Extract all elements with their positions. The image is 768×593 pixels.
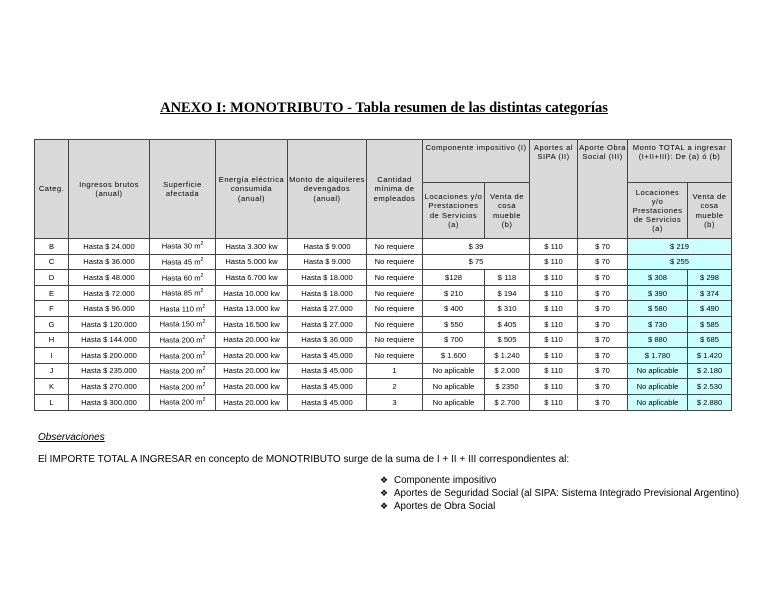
category-cell: I [35,348,69,364]
bullet-diamond-icon: ❖ [380,501,389,512]
list-item [380,475,739,488]
sipa-cell: $ 110 [530,239,578,255]
superficie-value: Hasta 200 m [159,397,203,407]
superficie-cell [150,348,216,364]
sipa-cell: $ 110 [530,379,578,395]
obra-social-cell: $ 70 [578,254,628,270]
superficie-value: Hasta 60 m [161,273,201,283]
category-cell: J [35,363,69,379]
category-cell: E [35,285,69,301]
category-cell: G [35,316,69,332]
obra-social-cell: $ 70 [578,316,628,332]
total-locaciones-cell: $ 730 [628,316,688,332]
table-row [35,301,732,317]
page-title: ANEXO I: MONOTRIBUTO - Tabla resumen de las distintas categorías [160,100,608,116]
energia-cell: Hasta 20.000 kw [216,348,288,364]
alquiler-cell: Hasta $ 45.000 [288,394,367,410]
header-empleados: Cantidad mínima de empleados [367,140,423,239]
ingresos-cell: Hasta $ 72.000 [69,285,150,301]
header-alquileres: Monto de alquileres devengados (anual) [288,140,367,239]
squared-superscript: 2 [202,319,206,326]
table-row [35,379,732,395]
empleados-cell: No requiere [367,270,423,286]
sipa-cell: $ 110 [530,316,578,332]
ingresos-cell: Hasta $ 36.000 [69,254,150,270]
alquiler-cell: Hasta $ 27.000 [288,301,367,317]
empleados-cell: No requiere [367,239,423,255]
total-locaciones-cell: $ 580 [628,301,688,317]
componente-locaciones-cell: $128 [423,270,485,286]
componente-locaciones-cell: $ 550 [423,316,485,332]
header-locaciones-total-sub: (a) [652,224,663,234]
total-locaciones-cell: No aplicable [628,379,688,395]
sipa-cell: $ 110 [530,270,578,286]
header-energia: Energía eléctrica consumida (anual) [216,140,288,239]
total-locaciones-cell: $ 390 [628,285,688,301]
superficie-cell [150,301,216,317]
energia-cell: Hasta 10.000 kw [216,285,288,301]
observaciones-text: El IMPORTE TOTAL A INGRESAR en concepto de MONOTRIBUTO surge de la suma de I + II + III correspondientes al: [38,454,570,465]
bullet-diamond-icon: ❖ [380,488,389,499]
obra-social-cell: $ 70 [578,285,628,301]
squared-superscript: 2 [200,241,204,248]
sipa-cell: $ 110 [530,285,578,301]
header-venta [485,183,530,239]
table-row [35,285,732,301]
ingresos-cell: Hasta $ 235.000 [69,363,150,379]
obra-social-cell: $ 70 [578,239,628,255]
squared-superscript: 2 [200,257,204,264]
total-locaciones-cell: No aplicable [628,394,688,410]
total-locaciones-cell: No aplicable [628,363,688,379]
empleados-cell: 1 [367,363,423,379]
total-venta-cell: $ 1.420 [688,348,732,364]
componente-venta-cell: $ 310 [485,301,530,317]
obra-social-cell: $ 70 [578,394,628,410]
table-row [35,239,732,255]
superficie-cell [150,394,216,410]
energia-cell: Hasta 13.000 kw [216,301,288,317]
total-locaciones-cell: $ 308 [628,270,688,286]
header-componente: Componente impositivo (I) [423,140,530,183]
list-item [380,501,739,514]
table-row [35,316,732,332]
ingresos-cell: Hasta $ 144.000 [69,332,150,348]
table-row [35,363,732,379]
superficie-value: Hasta 200 m [159,351,203,361]
header-categ: Categ. [35,140,69,239]
obra-social-cell: $ 70 [578,379,628,395]
alquiler-cell: Hasta $ 9.000 [288,254,367,270]
alquiler-cell: Hasta $ 27.000 [288,316,367,332]
empleados-cell: 3 [367,394,423,410]
squared-superscript: 2 [202,366,206,373]
superficie-value: Hasta 45 m [161,257,201,267]
componente-venta-cell: $ 1.240 [485,348,530,364]
squared-superscript: 2 [202,381,206,388]
componente-venta-cell: $ 2.000 [485,363,530,379]
superficie-value: Hasta 150 m [159,319,203,329]
total-venta-cell: $ 490 [688,301,732,317]
observaciones-title: Observaciones [38,432,105,443]
componente-locaciones-cell: $ 1.600 [423,348,485,364]
header-venta-label: Venta de cosa mueble [490,192,524,220]
total-venta-cell: $ 2.880 [688,394,732,410]
bullet-text: Componente impositivo [394,475,497,486]
alquiler-cell: Hasta $ 18.000 [288,270,367,286]
superficie-cell [150,285,216,301]
energia-cell: Hasta 5.000 kw [216,254,288,270]
empleados-cell: No requiere [367,348,423,364]
header-venta-sub: (b) [501,219,513,229]
obra-social-cell: $ 70 [578,348,628,364]
category-cell: K [35,379,69,395]
alquiler-cell: Hasta $ 45.000 [288,379,367,395]
header-locaciones-total [628,183,688,239]
header-superficie: Superficie afectada [150,140,216,239]
total-cell: $ 255 [628,254,732,270]
empleados-cell: No requiere [367,285,423,301]
superficie-cell [150,254,216,270]
superficie-value: Hasta 200 m [159,366,203,376]
superficie-cell [150,363,216,379]
header-venta-total-sub: (b) [704,219,715,229]
componente-locaciones-cell: No aplicable [423,363,485,379]
category-cell: C [35,254,69,270]
alquiler-cell: Hasta $ 9.000 [288,239,367,255]
obra-social-cell: $ 70 [578,363,628,379]
componente-venta-cell: $ 2350 [485,379,530,395]
componente-locaciones-cell: $ 400 [423,301,485,317]
bullet-text: Aportes de Seguridad Social (al SIPA: Sistema Integrado Previsional Argentino) [394,487,740,499]
energia-cell: Hasta 20.000 kw [216,363,288,379]
empleados-cell: 2 [367,379,423,395]
ingresos-cell: Hasta $ 270.000 [69,379,150,395]
squared-superscript: 2 [200,288,204,295]
energia-cell: Hasta 20.000 kw [216,394,288,410]
obra-social-cell: $ 70 [578,301,628,317]
componente-venta-cell: $ 194 [485,285,530,301]
componente-locaciones-cell: No aplicable [423,379,485,395]
superficie-cell [150,316,216,332]
sipa-cell: $ 110 [530,332,578,348]
total-locaciones-cell: $ 1.780 [628,348,688,364]
header-monto-total: Monto TOTAL a ingresar (I+II+III): De (a) ó (b) [628,140,732,183]
header-aporte-obra: Aporte Obra Social (III) [578,140,628,239]
componente-locaciones-cell: $ 700 [423,332,485,348]
category-cell: F [35,301,69,317]
superficie-value: Hasta 200 m [159,382,203,392]
energia-cell: Hasta 20.000 kw [216,379,288,395]
obra-social-cell: $ 70 [578,332,628,348]
componente-venta-cell: $ 118 [485,270,530,286]
componente-venta-cell: $ 505 [485,332,530,348]
squared-superscript: 2 [202,303,206,310]
table-row [35,394,732,410]
ingresos-cell: Hasta $ 300.000 [69,394,150,410]
superficie-value: Hasta 85 m [161,288,201,298]
header-locaciones-sub: (a) [448,219,459,229]
table-row [35,348,732,364]
bullet-text: Aportes de Obra Social [394,500,496,512]
sipa-cell: $ 110 [530,348,578,364]
energia-cell: Hasta 3.300 kw [216,239,288,255]
empleados-cell: No requiere [367,301,423,317]
componente-locaciones-cell: $ 210 [423,285,485,301]
energia-cell: Hasta 6.700 kw [216,270,288,286]
header-venta-total [688,183,732,239]
superficie-cell [150,332,216,348]
squared-superscript: 2 [202,335,206,342]
alquiler-cell: Hasta $ 45.000 [288,348,367,364]
componente-venta-cell: $ 405 [485,316,530,332]
header-venta-total-label: Venta de cosa mueble [692,192,727,220]
observaciones-list [380,475,739,513]
empleados-cell: No requiere [367,332,423,348]
header-locaciones [423,183,485,239]
sipa-cell: $ 110 [530,254,578,270]
categories-table [34,139,732,411]
table-row [35,254,732,270]
sipa-cell: $ 110 [530,301,578,317]
total-venta-cell: $ 685 [688,332,732,348]
componente-venta-cell: $ 2.700 [485,394,530,410]
superficie-value: Hasta 30 m [161,242,201,251]
superficie-cell [150,379,216,395]
header-ingresos: Ingresos brutos (anual) [69,140,150,239]
superficie-value: Hasta 200 m [159,335,203,345]
squared-superscript: 2 [202,397,206,404]
squared-superscript: 2 [200,272,204,279]
ingresos-cell: Hasta $ 120.000 [69,316,150,332]
bullet-diamond-icon: ❖ [380,476,389,486]
total-venta-cell: $ 2.530 [688,379,732,395]
empleados-cell: No requiere [367,316,423,332]
ingresos-cell: Hasta $ 24.000 [69,239,150,255]
superficie-cell [150,239,216,255]
total-venta-cell: $ 585 [688,316,732,332]
alquiler-cell: Hasta $ 36.000 [288,332,367,348]
ingresos-cell: Hasta $ 48.000 [69,270,150,286]
superficie-value: Hasta 110 m [159,304,203,314]
energia-cell: Hasta 20.000 kw [216,332,288,348]
alquiler-cell: Hasta $ 45.000 [288,363,367,379]
header-locaciones-total-label: Locaciones y/o Prestaciones de Servicios [632,187,683,225]
total-venta-cell: $ 298 [688,270,732,286]
category-cell: D [35,270,69,286]
squared-superscript: 2 [202,350,206,357]
alquiler-cell: Hasta $ 18.000 [288,285,367,301]
list-item [380,488,739,501]
ingresos-cell: Hasta $ 96.000 [69,301,150,317]
category-cell: H [35,332,69,348]
superficie-cell [150,270,216,286]
componente-cell: $ 39 [423,239,530,255]
componente-cell: $ 75 [423,254,530,270]
total-locaciones-cell: $ 880 [628,332,688,348]
total-venta-cell: $ 2.180 [688,363,732,379]
total-cell: $ 219 [628,239,732,255]
header-locaciones-label: Locaciones y/o Prestaciones de Servicios [424,192,483,220]
category-cell: B [35,239,69,255]
energia-cell: Hasta 16.500 kw [216,316,288,332]
obra-social-cell: $ 70 [578,270,628,286]
sipa-cell: $ 110 [530,363,578,379]
componente-locaciones-cell: No aplicable [423,394,485,410]
header-aportes-sipa: Aportes al SIPA (II) [530,140,578,239]
total-venta-cell: $ 374 [688,285,732,301]
empleados-cell: No requiere [367,254,423,270]
ingresos-cell: Hasta $ 200.000 [69,348,150,364]
category-cell: L [35,394,69,410]
table-row [35,270,732,286]
table-row [35,332,732,348]
sipa-cell: $ 110 [530,394,578,410]
